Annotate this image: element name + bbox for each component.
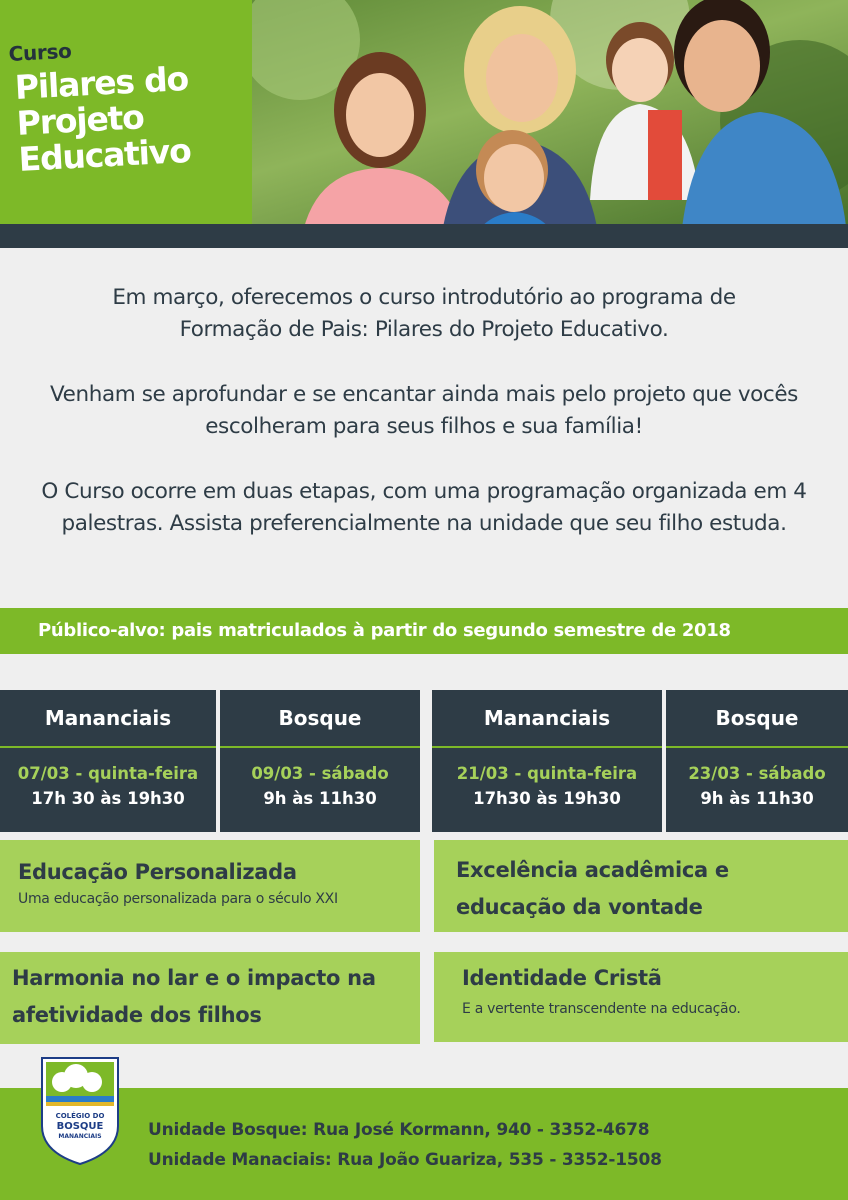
schedule-group-1 <box>0 690 420 832</box>
audience-banner: Público-alvo: pais matriculados à partir do segundo semestre de 2018 <box>0 608 848 654</box>
school-logo <box>40 1056 120 1166</box>
logo-text-line: MANANCIAIS <box>58 1133 102 1140</box>
schedule-time: 17h30 às 19h30 <box>473 789 621 808</box>
topic-subtitle: E a vertente transcendente na educação. <box>462 1001 741 1017</box>
topic-card <box>0 952 420 1044</box>
schedule-unit: Mananciais <box>432 690 662 748</box>
schedule-unit: Mananciais <box>0 690 216 748</box>
schedule-time: 9h às 11h30 <box>263 789 377 808</box>
schedule-time: 17h 30 às 19h30 <box>31 789 185 808</box>
logo-text-line: COLÉGIO DO <box>55 1112 105 1120</box>
schedule-unit: Bosque <box>220 690 420 748</box>
topic-title: Identidade Cristã <box>462 966 662 990</box>
footer <box>0 1088 848 1200</box>
header <box>0 0 848 248</box>
intro-paragraph: O Curso ocorre em duas etapas, com uma programação organizada em 4 palestras. Assista preferencialmente na unidade que seu filho estuda. <box>41 479 807 536</box>
intro-paragraph: Venham se aprofundar e se encantar ainda mais pelo projeto que vocês escolheram para seus filhos e sua família! <box>50 382 798 439</box>
course-label: Curso <box>8 38 73 66</box>
schedule-date: 23/03 - sábado <box>688 764 826 783</box>
schedule-column <box>432 690 662 832</box>
logo-text-line: BOSQUE <box>56 1121 104 1132</box>
address-manaciais: Unidade Manaciais: Rua João Guariza, 535 - 3352-1508 <box>148 1150 662 1170</box>
topic-subtitle: Uma educação personalizada para o século XXI <box>18 891 338 907</box>
topic-title: Excelência acadêmica e educação da vontade <box>456 858 729 919</box>
course-title-line: Projeto <box>15 97 145 143</box>
schedule-column <box>666 690 848 832</box>
course-title <box>14 58 251 178</box>
topic-title: Harmonia no lar e o impacto na afetividade dos filhos <box>12 966 376 1027</box>
schedule-column <box>0 690 216 832</box>
address-bosque: Unidade Bosque: Rua José Kormann, 940 - 3352-4678 <box>148 1120 650 1140</box>
schedule-date: 07/03 - quinta-feira <box>17 764 199 783</box>
schedule-unit: Bosque <box>666 690 848 748</box>
schedule-column <box>220 690 420 832</box>
course-title-line: Pilares do <box>13 58 189 107</box>
schedule-group-2 <box>432 690 848 832</box>
intro-text <box>20 282 828 573</box>
topic-title: Educação Personalizada <box>18 860 297 884</box>
intro-paragraph: Em março, oferecemos o curso introdutório ao programa de Formação de Pais: Pilares do Projeto Educativo. <box>112 285 736 342</box>
topic-card <box>0 840 420 932</box>
schedule-time: 9h às 11h30 <box>700 789 814 808</box>
topic-card <box>434 840 848 932</box>
header-dark-band <box>0 224 848 248</box>
course-title-line: Educativo <box>17 130 192 179</box>
topic-card <box>434 952 848 1042</box>
schedule-date: 21/03 - quinta-feira <box>456 764 638 783</box>
schedule-date: 09/03 - sábado <box>251 764 389 783</box>
